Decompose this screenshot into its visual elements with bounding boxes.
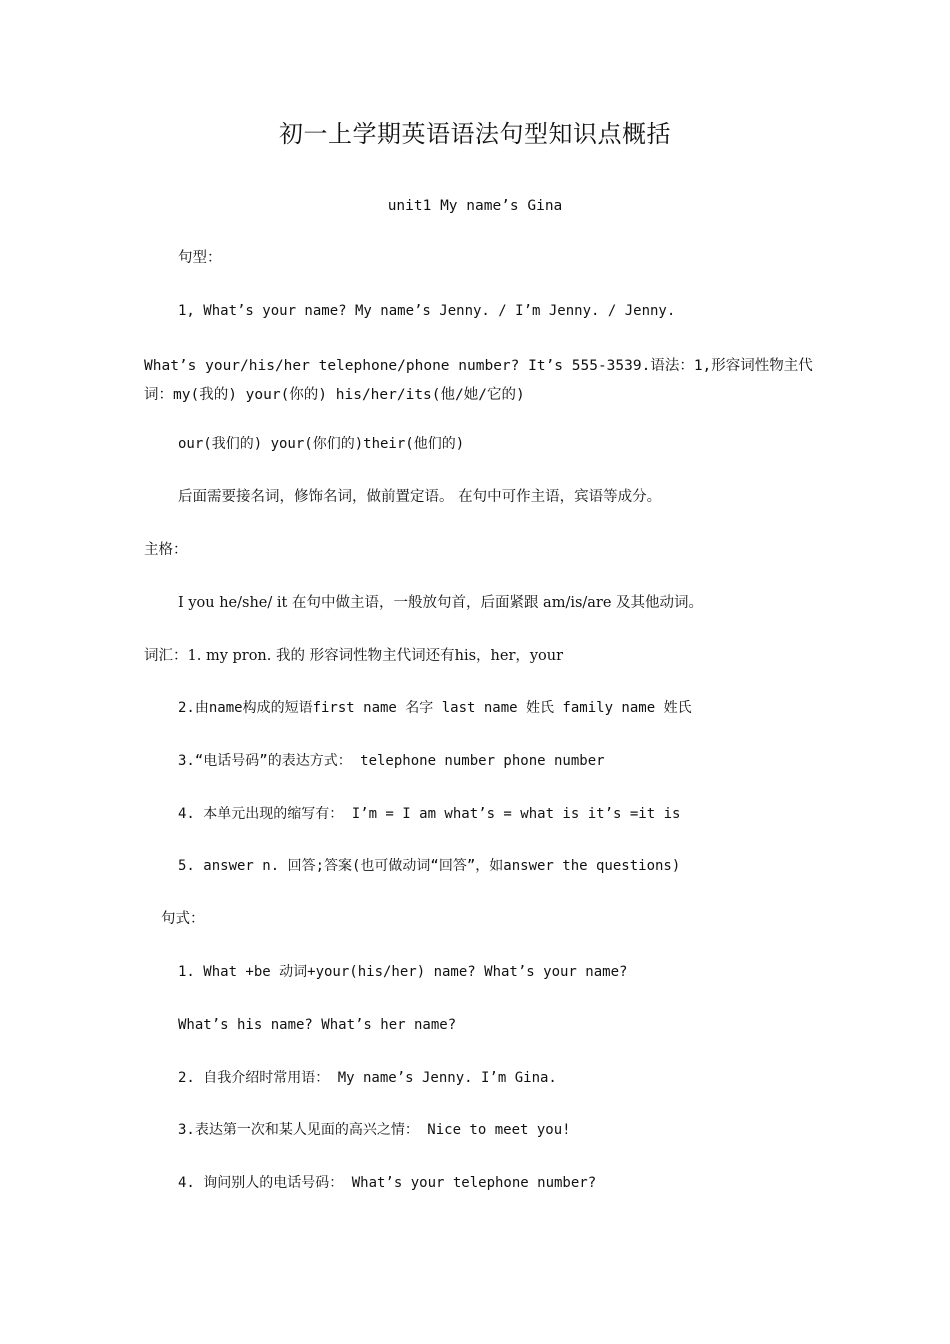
unit-title: unit1 My name’s Gina	[387, 198, 563, 214]
possessive-line: our(我们的) your(你们的)their(他们的)	[178, 436, 465, 452]
sentence-line-3: 3.表达第一次和某人见面的高兴之情： Nice to meet you!	[178, 1122, 571, 1138]
grammar-paragraph: What’s your/his/her telephone/phone number? It’s 555-3539.语法：1,形容词性物主代词：my(我的) your(你的) his/her/its(他/她/它的)	[144, 358, 813, 403]
sentence-line-1b: What’s his name? What’s her name?	[178, 1017, 457, 1033]
vocabulary-line-2: 2.由name构成的短语first name 名字 last name 姓氏 family name 姓氏	[178, 700, 692, 716]
vocabulary-line-5: 5. answer n. 回答;答案(也可做动词“回答”，如answer the questions)	[178, 858, 681, 874]
sentence-line-2: 2. 自我介绍时常用语： My name’s Jenny. I’m Gina.	[178, 1070, 557, 1086]
section-label-sentence-patterns: 句型：	[178, 250, 222, 266]
vocabulary-line-4: 4. 本单元出现的缩写有： I’m = I am what’s = what is it’s =it is	[178, 806, 681, 822]
sentence-line-4: 4. 询问别人的电话号码： What’s your telephone number?	[178, 1175, 597, 1191]
section-label-nominative: 主格：	[144, 542, 188, 558]
sentence-line-1: 1. What +be 动词+your(his/her) name? What’s your name?	[178, 964, 628, 980]
section-label-sentences: 句式：	[161, 911, 205, 927]
usage-line: 后面需要接名词，修饰名词，做前置定语。 在句中可作主语，宾语等成分。	[178, 489, 662, 505]
vocabulary-line-3: 3.“电话号码”的表达方式： telephone number phone number	[178, 753, 605, 769]
vocabulary-line-1: 词汇：1. my pron. 我的 形容词性物主代词还有his，her，your	[144, 648, 564, 664]
pattern-line-1: 1, What’s your name? My name’s Jenny. / I’m Jenny. / Jenny.	[178, 303, 676, 319]
page-title: 初一上学期英语语法句型知识点概括	[279, 120, 671, 148]
nominative-line: I you he/she/ it 在句中做主语，一般放句首，后面紧跟 am/is/are 及其他动词。	[178, 595, 704, 611]
